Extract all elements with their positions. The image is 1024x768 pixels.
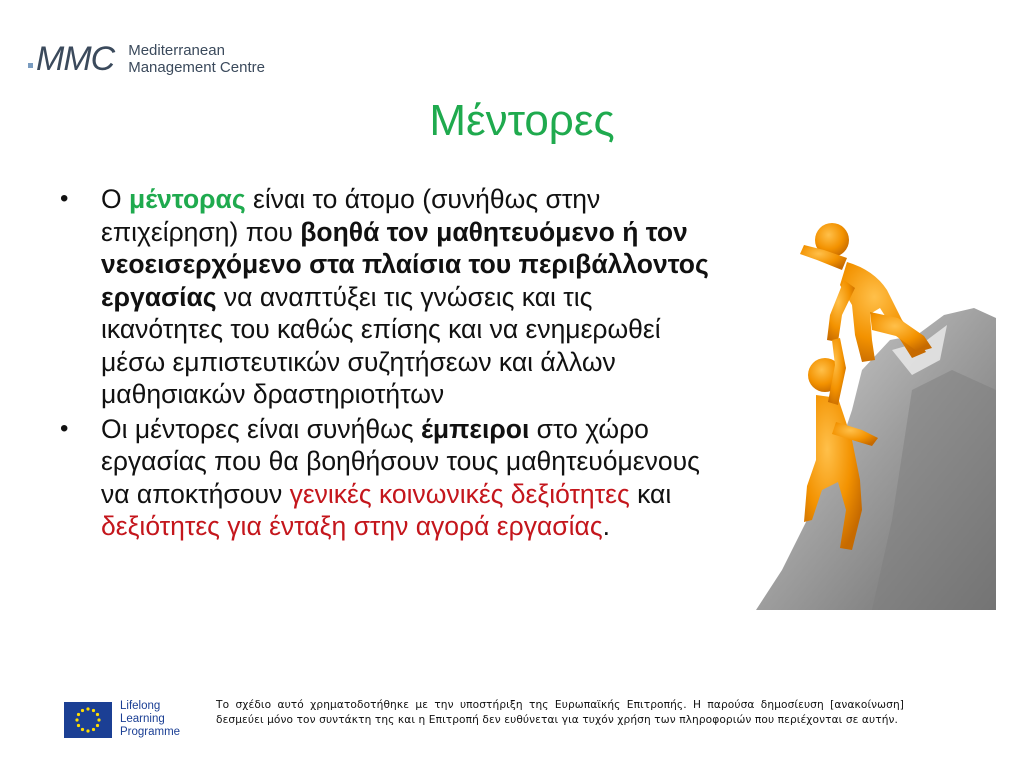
bullet2-text5: και <box>629 478 672 509</box>
program-line1: Lifelong <box>120 700 161 712</box>
upper-figure-icon <box>800 223 932 362</box>
bullet1-text5: να αναπτύξει τις γνώσεις και τις ικανότητες του καθώς επίσης και να ενημερωθεί μέσω εμπιστευτικών συζητήσεων και άλλων μαθησιακών δραστηριοτήτων <box>101 281 661 409</box>
funding-disclaimer: Το σχέδιο αυτό χρηματοδοτήθηκε με την υποστήριξη της Ευρωπαϊκής Επιτροπής. Η παρούσα δημοσίευση [ανακοίνωση] δεσμεύει μόνο τον συντάκτη της και η Επιτροπή δεν ευθύνεται για τυχόν χρήση των πληροφοριών που περιέχονται σε αυτήν. <box>216 699 904 727</box>
logo-line1: Mediterranean <box>128 42 225 59</box>
bullet1-keyword-mentor: μέντορας <box>128 184 246 214</box>
bullet2-text3: στο χώρο εργασίας που θα βοηθήσουν τους μαθητευόμενους να αποκτήσουν <box>101 413 700 509</box>
slide-body <box>60 183 710 545</box>
bullet1-text3: είναι το άτομο (συνήθως στην επιχείρηση) που <box>101 184 601 247</box>
bullet2-text7: . <box>602 511 610 541</box>
program-name <box>120 700 180 739</box>
bullet-list <box>60 183 710 543</box>
bullet2-red-integration-skills: δεξιότητες για ένταξη στην αγορά εργασίας <box>101 511 603 541</box>
slide-title: Μέντορες <box>429 96 615 145</box>
mmc-logo <box>28 42 265 76</box>
bullet1-text1: Ο <box>101 184 129 214</box>
mentor-climbing-illustration <box>712 190 996 610</box>
program-line3: Programme <box>120 726 181 738</box>
logo-mark: MMC <box>36 40 115 78</box>
logo-dot <box>28 63 33 68</box>
bullet2-bold-experienced: έμπειροι <box>420 413 530 444</box>
bullet2-text1: Οι μέντορες είναι συνήθως <box>101 413 421 444</box>
bullet1-bold-phrase: βοηθά τον μαθητευόμενο ή τον νεοεισερχόμενο στα πλαίσια του περιβάλλοντος εργασίας <box>101 216 709 312</box>
bullet-item-1 <box>60 183 710 411</box>
logo-line2: Management Centre <box>128 59 265 76</box>
lifelong-learning-logo <box>64 700 180 739</box>
eu-flag-icon <box>64 702 112 738</box>
logo-text <box>128 42 265 76</box>
bullet-item-2 <box>60 413 710 543</box>
bullet2-red-social-skills: γενικές κοινωνικές δεξιότητες <box>289 478 630 509</box>
program-line2: Learning <box>120 713 165 725</box>
